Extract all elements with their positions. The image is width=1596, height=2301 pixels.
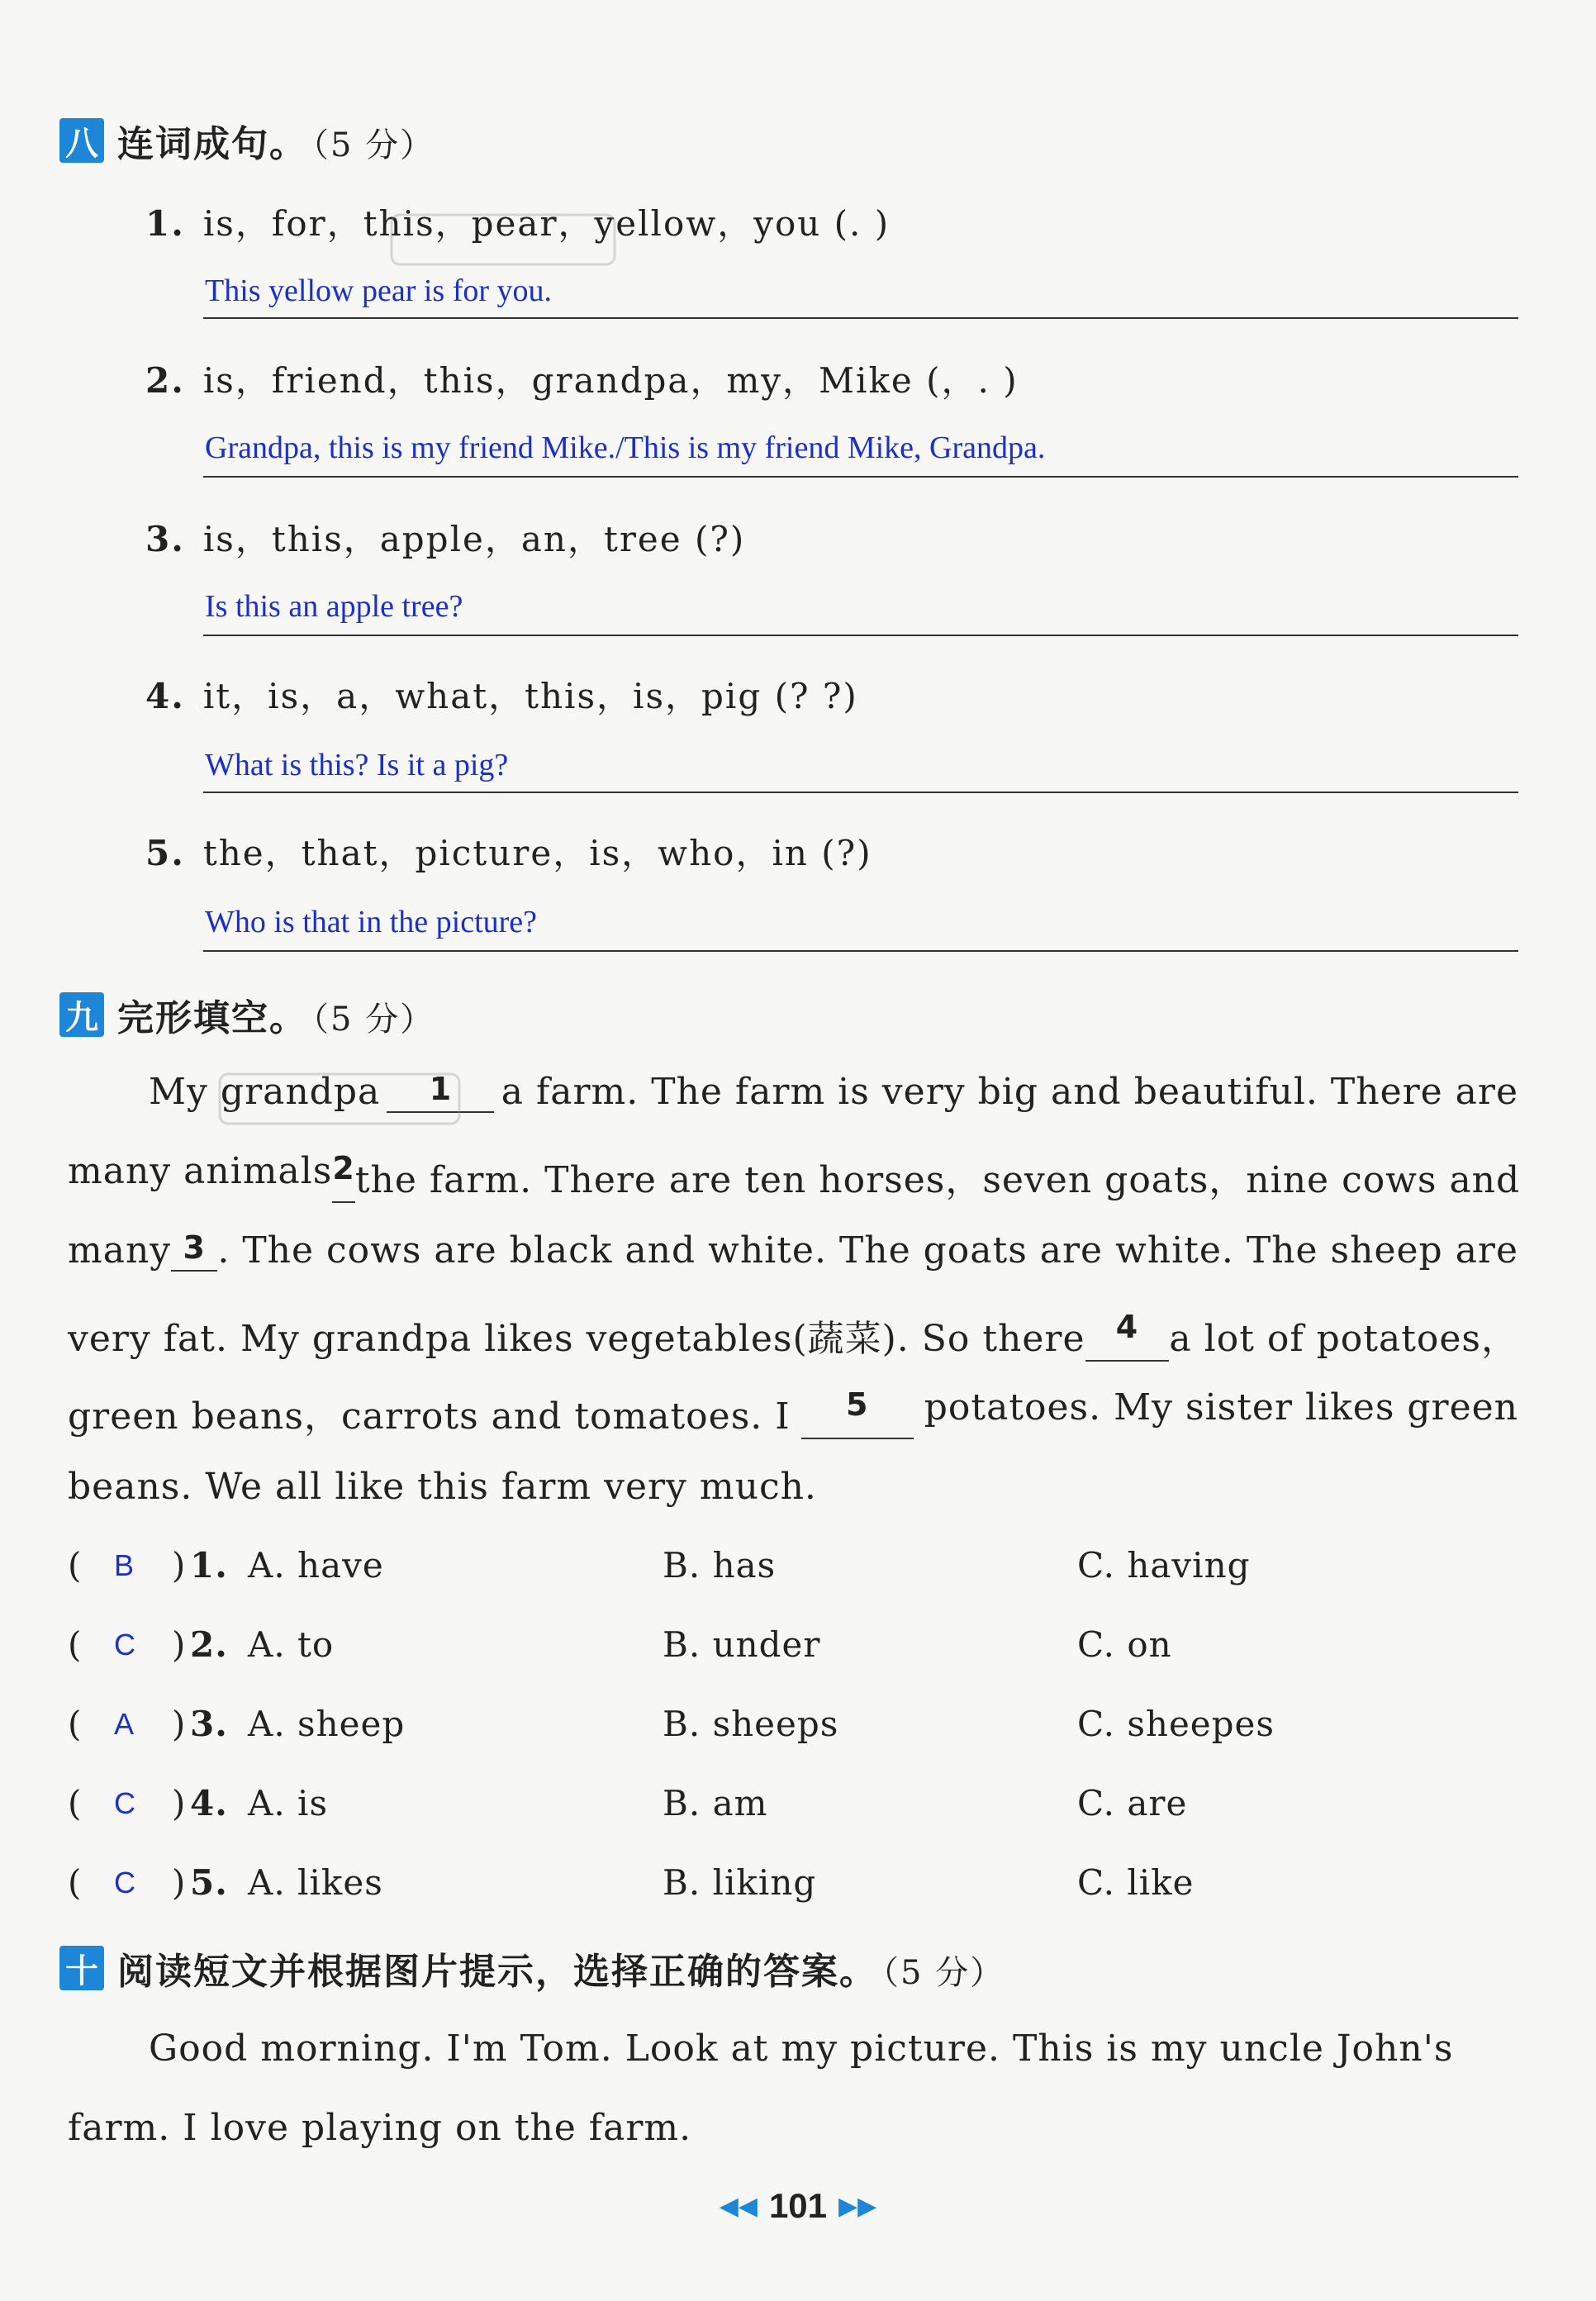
section9-title-text: 完形填空。 bbox=[117, 997, 307, 1039]
s8-question-4 bbox=[145, 669, 858, 719]
section9-badge: 九 bbox=[59, 992, 104, 1037]
question-words: is，friend，this，grandpa，my，Mike (，. ) bbox=[202, 360, 1019, 401]
option-c: C. like bbox=[1077, 1862, 1195, 1903]
passage-line-6: beans. We all like this farm very much. bbox=[68, 1466, 817, 1508]
s8-question-2 bbox=[145, 354, 1019, 403]
option-number: 3. bbox=[190, 1704, 228, 1744]
paren-close: ) bbox=[172, 1545, 187, 1586]
option-a: A. is bbox=[248, 1783, 329, 1823]
section10-score: （5 分） bbox=[882, 1954, 1005, 1992]
passage-text: the farm. There are ten horses，seven goats，nine cows and bbox=[354, 1159, 1521, 1201]
s8-answer-3: Is this an apple tree? bbox=[205, 589, 463, 624]
passage-text: very fat. My grandpa likes vegetables(蔬菜). So there bbox=[68, 1318, 1085, 1360]
option-a: A. sheep bbox=[248, 1704, 406, 1744]
option-a: A. have bbox=[248, 1545, 384, 1586]
s8-answer-4: What is this? Is it a pig? bbox=[205, 748, 509, 782]
s8-question-3 bbox=[145, 512, 745, 562]
s8-answer-1: This yellow pear is for you. bbox=[205, 273, 553, 308]
option-a: A. likes bbox=[248, 1862, 383, 1903]
s8-question-1 bbox=[145, 197, 890, 246]
paren-open: ( bbox=[68, 1545, 83, 1586]
paren-close: ) bbox=[172, 1624, 187, 1665]
passage-text: many bbox=[68, 1229, 172, 1272]
answer-letter: B bbox=[114, 1548, 135, 1582]
option-c: C. having bbox=[1077, 1545, 1251, 1586]
s10-line-2: farm. I love playing on the farm. bbox=[68, 2107, 692, 2149]
blank-3: 3 bbox=[171, 1229, 217, 1272]
section10-badge: 十 bbox=[59, 1946, 104, 1990]
blank-1: 1 bbox=[387, 1071, 494, 1113]
s8-answer-line-3 bbox=[203, 635, 1518, 636]
question-words: is，for，this，pear，yellow，you (. ) bbox=[202, 203, 891, 244]
section9-title bbox=[117, 988, 435, 1041]
section9-header bbox=[59, 988, 435, 1041]
paren-open: ( bbox=[68, 1862, 83, 1903]
next-page-arrows-icon: ▶▶ bbox=[838, 2191, 877, 2221]
option-b: B. under bbox=[663, 1624, 821, 1665]
question-number: 4. bbox=[145, 676, 185, 716]
option-b: B. liking bbox=[663, 1862, 817, 1903]
section10-title bbox=[117, 1942, 1005, 1994]
passage-text: many animals bbox=[68, 1150, 333, 1192]
section8-badge: 八 bbox=[59, 118, 104, 163]
option-a: A. to bbox=[248, 1624, 335, 1665]
paren-open: ( bbox=[68, 1783, 83, 1823]
s8-answer-2: Grandpa, this is my friend Mike./This is my friend Mike, Grandpa. bbox=[205, 430, 1046, 465]
question-number: 5. bbox=[145, 833, 185, 873]
s8-answer-line-5 bbox=[203, 950, 1518, 952]
passage-line-5 bbox=[68, 1386, 1518, 1439]
passage-line-4 bbox=[68, 1309, 1518, 1362]
s8-answer-line-4 bbox=[203, 792, 1518, 793]
option-c: C. on bbox=[1077, 1624, 1172, 1665]
option-b: B. has bbox=[663, 1545, 777, 1586]
question-number: 2. bbox=[145, 360, 185, 401]
blank-4: 4 bbox=[1085, 1309, 1170, 1362]
blank-5: 5 bbox=[801, 1386, 914, 1439]
prev-page-arrows-icon: ◀◀ bbox=[719, 2191, 758, 2221]
option-number: 5. bbox=[190, 1862, 228, 1903]
paren-close: ) bbox=[172, 1783, 187, 1823]
option-number: 4. bbox=[190, 1783, 228, 1823]
section8-header bbox=[59, 114, 435, 167]
question-number: 1. bbox=[145, 203, 185, 244]
s8-answer-line-2 bbox=[203, 476, 1518, 478]
passage-text: a farm. The farm is very big and beautiful. There are bbox=[501, 1071, 1518, 1113]
passage-line-3 bbox=[68, 1229, 1518, 1272]
section8-title bbox=[117, 114, 435, 167]
section8-title-text: 连词成句。 bbox=[117, 123, 307, 165]
paren-close: ) bbox=[172, 1704, 187, 1744]
paren-open: ( bbox=[68, 1704, 83, 1744]
question-words: the，that，picture，is，who，in (?) bbox=[202, 833, 872, 873]
option-number: 1. bbox=[190, 1545, 228, 1586]
section9-score: （5 分） bbox=[312, 1001, 435, 1039]
paren-open: ( bbox=[68, 1624, 83, 1665]
answer-letter: C bbox=[114, 1786, 136, 1820]
section8-score: （5 分） bbox=[312, 126, 435, 164]
option-b: B. sheeps bbox=[663, 1704, 839, 1744]
answer-letter: A bbox=[114, 1707, 135, 1741]
passage-line-1 bbox=[149, 1071, 1518, 1113]
passage-text: My grandpa bbox=[149, 1071, 381, 1113]
passage-text: green beans，carrots and tomatoes. I bbox=[68, 1395, 791, 1438]
section10-title-text: 阅读短文并根据图片提示，选择正确的答案。 bbox=[117, 1951, 877, 1993]
question-number: 3. bbox=[145, 519, 185, 559]
question-words: is，this，apple，an，tree (?) bbox=[202, 519, 746, 559]
option-number: 2. bbox=[190, 1624, 228, 1665]
section10-header bbox=[59, 1942, 1005, 1994]
s10-line-1: Good morning. I'm Tom. Look at my picture. This is my uncle John's bbox=[149, 2028, 1454, 2070]
s8-answer-5: Who is that in the picture? bbox=[205, 905, 538, 939]
page-footer bbox=[0, 2186, 1596, 2226]
page-number: 101 bbox=[768, 2186, 828, 2225]
passage-line-2 bbox=[68, 1150, 1521, 1203]
s8-answer-line-1 bbox=[203, 317, 1518, 319]
passage-text: . The cows are black and white. The goats are white. The sheep are bbox=[217, 1229, 1518, 1272]
passage-text: a lot of potatoes， bbox=[1169, 1318, 1518, 1360]
blank-2: 2 bbox=[332, 1150, 354, 1203]
paren-close: ) bbox=[172, 1862, 187, 1903]
answer-letter: C bbox=[114, 1866, 136, 1899]
option-c: C. are bbox=[1077, 1783, 1188, 1823]
s8-question-5 bbox=[145, 826, 872, 876]
question-words: it，is，a，what，this，is，pig (? ?) bbox=[202, 676, 858, 716]
option-b: B. am bbox=[663, 1783, 768, 1823]
passage-text: potatoes. My sister likes green bbox=[924, 1386, 1518, 1429]
option-c: C. sheepes bbox=[1077, 1704, 1275, 1744]
answer-letter: C bbox=[114, 1628, 136, 1662]
